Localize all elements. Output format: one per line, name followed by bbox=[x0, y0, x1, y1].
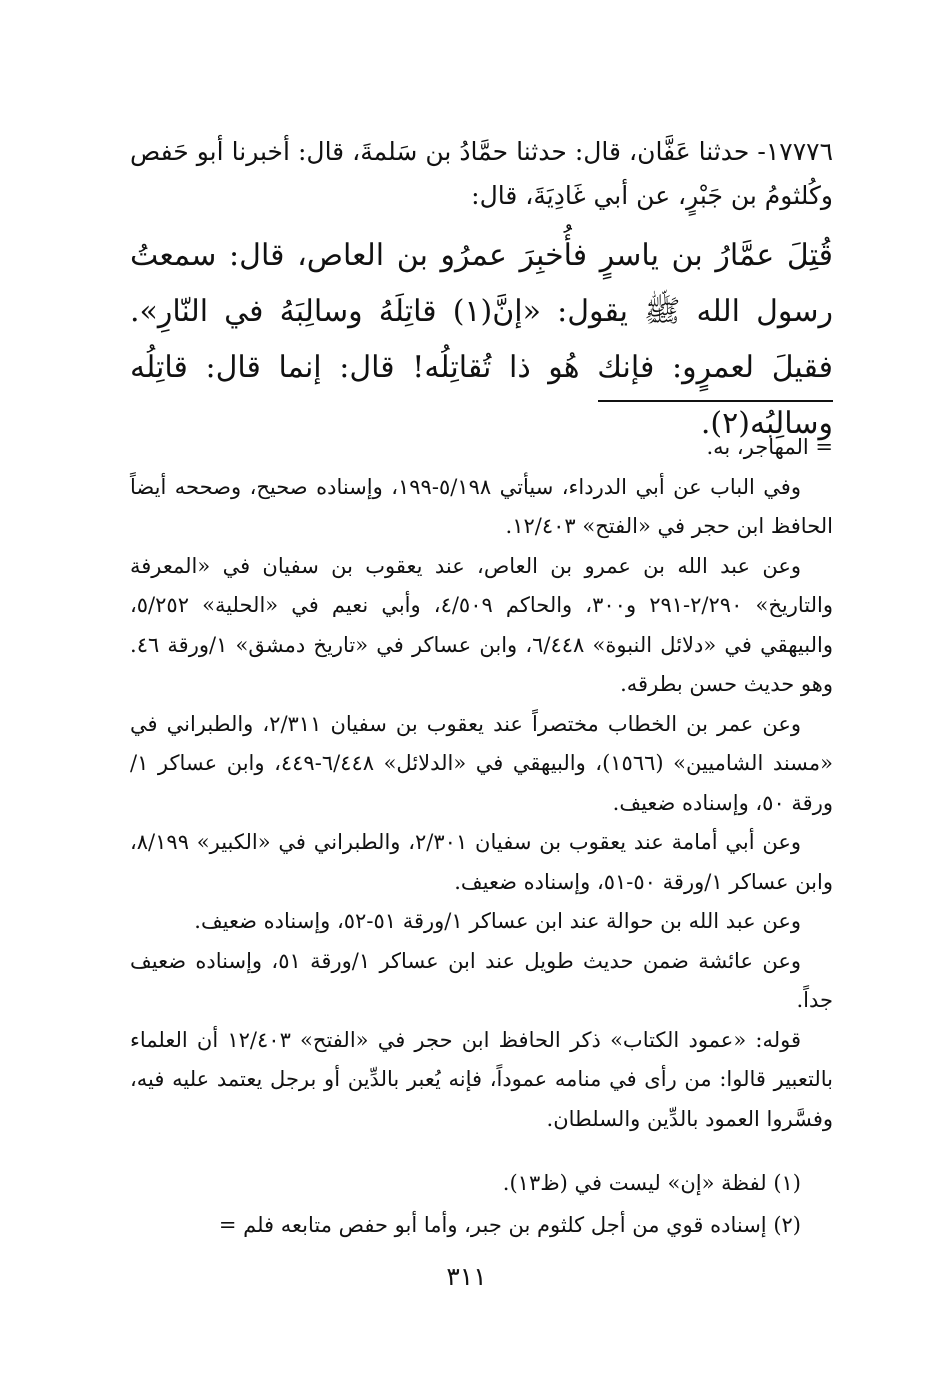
footnote-2: (٢) إسناده قوي من أجل كلثوم بن جبر، وأما أبو حفص متابعه فلم = bbox=[218, 1213, 801, 1237]
footnote-divider bbox=[598, 400, 833, 402]
commentary-paragraph: وعن عبد الله بن عمرو بن العاص، عند يعقوب بن سفيان في «المعرفة والتاريخ» ٢/٢٩٠-٢٩١ و٣٠٠، والحاكم ٤/٥٠٩، وأبي نعيم في «الحلية» ٥/٢٥٢، والبيهقي في «دلائل النبوة» ٦/٤٤٨، وابن عساكر في «تاريخ دمشق» ١/ورقة ٤٦. وهو حديث حسن بطرقه. bbox=[130, 553, 833, 696]
commentary bbox=[130, 428, 833, 1139]
footnote-1: (١) لفظة «إن» ليست في (ظ١٣). bbox=[502, 1171, 801, 1195]
commentary-paragraph: وعن عمر بن الخطاب مختصراً عند يعقوب بن سفيان ٢/٣١١، والطبراني في «مسند الشاميين» (١٥٦٦)، والبيهقي في «الدلائل» ٦/٤٤٨-٤٤٩، وابن عساكر ١/ورقة ٥٠، وإسناده ضعيف. bbox=[130, 711, 834, 815]
commentary-continuation: = المهاجر، به. bbox=[706, 435, 833, 459]
hadith-text: قُتِلَ عمَّارُ بن ياسرٍ فأُخبِرَ عمرُو بن العاص، قال: سمعتُ رسول الله ﷺ يقول: «إنَّ(١) قاتِلَهُ وسالِبَهُ في النّارِ». فقيلَ لعمرٍو: فإنك هُو ذا تُقاتِلُه! قال: إنما قال: قاتِلُه وسالِبُه(٢). bbox=[130, 238, 833, 441]
commentary-paragraph: وعن عائشة ضمن حديث طويل عند ابن عساكر ١/ورقة ٥١، وإسناده ضعيف جداً. bbox=[130, 948, 833, 1012]
footnotes bbox=[130, 1162, 833, 1246]
page-number: ٣١١ bbox=[446, 1262, 487, 1291]
commentary-paragraph: وفي الباب عن أبي الدرداء، سيأتي ٥/١٩٨-١٩٩، وإسناده صحيح، وصححه أيضاً الحافظ ابن حجر في «الفتح» ١٢/٤٠٣. bbox=[130, 474, 833, 538]
hadith-isnad: ١٧٧٧٦- حدثنا عَفَّان، قال: حدثنا حمَّادُ بن سَلمةَ، قال: أخبرنا أبو حَفص وكُلثومُ بن جَبْرٍ، عن أبي غَادِيَةَ، قال: bbox=[130, 137, 833, 210]
commentary-paragraph: قوله: «عمود الكتاب» ذكر الحافظ ابن حجر في «الفتح» ١٢/٤٠٣ أن العلماء بالتعبير قالوا: من رأى في منامه عموداً، فإنه يُعبر بالدِّين أو برجل يعتمد عليه فيه، وفسَّروا العمود بالدِّين والسلطان. bbox=[130, 1027, 833, 1131]
commentary-paragraph: وعن أبي أمامة عند يعقوب بن سفيان ٢/٣٠١، والطبراني في «الكبير» ٨/١٩٩، وابن عساكر ١/ورقة ٥٠-٥١، وإسناده ضعيف. bbox=[130, 830, 833, 894]
commentary-paragraph: وعن عبد الله بن حوالة عند ابن عساكر ١/ورقة ٥١-٥٢، وإسناده ضعيف. bbox=[194, 909, 801, 933]
